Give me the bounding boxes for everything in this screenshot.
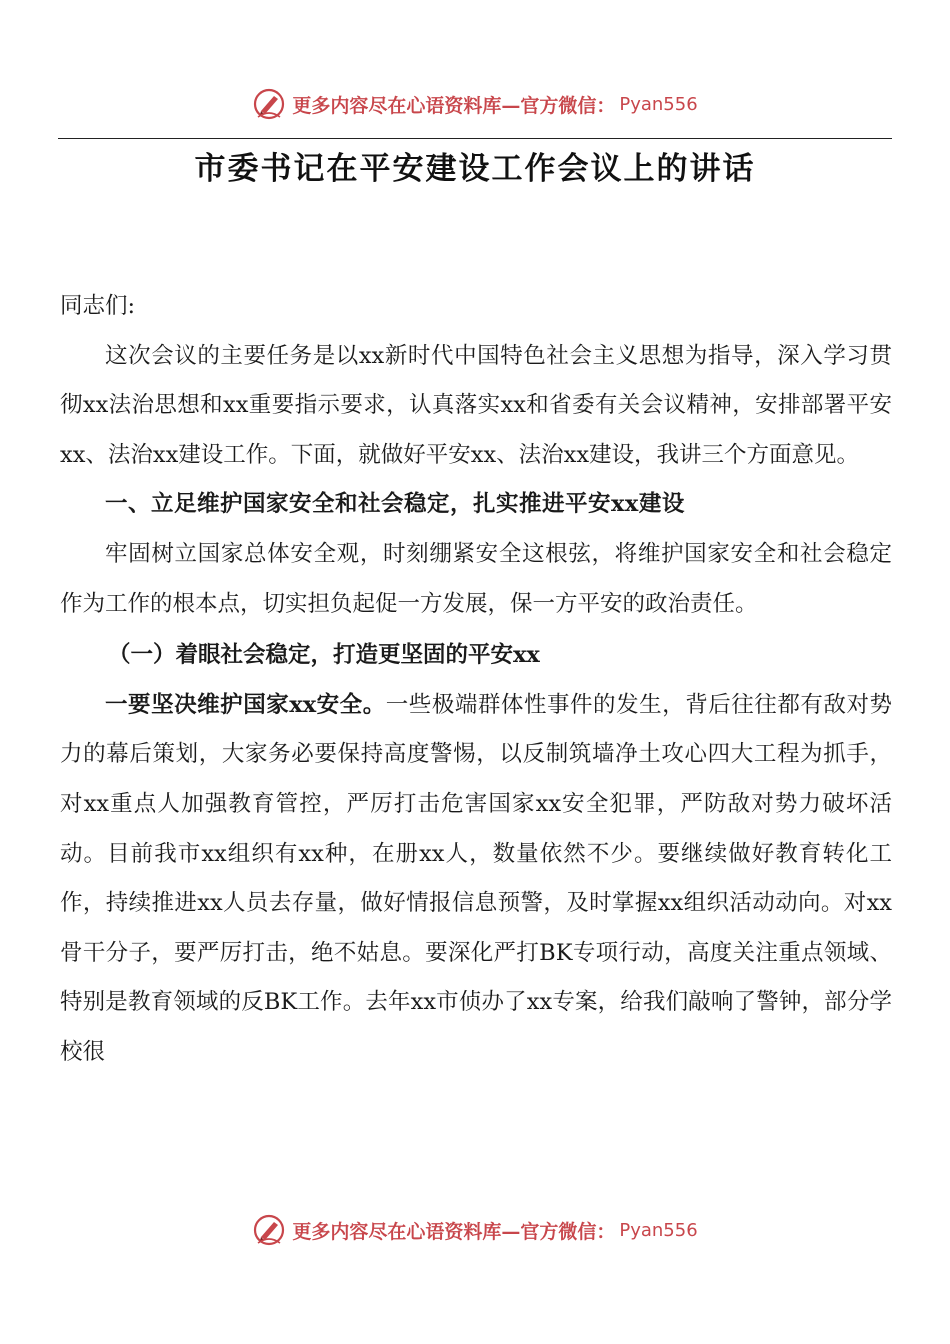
document-body (60, 282, 892, 1078)
pen-seal-icon (252, 1213, 286, 1247)
header-divider (58, 138, 892, 139)
watermark-text: 更多内容尽在心语资料库—官方微信： (292, 1220, 616, 1243)
page-title: 市委书记在平安建设工作会议上的讲话 (194, 151, 756, 187)
watermark-text: 更多内容尽在心语资料库—官方微信： (292, 94, 616, 117)
point-lead: 一要坚决维护国家xx安全。 (105, 691, 386, 718)
salutation: 同志们: (60, 293, 136, 319)
watermark-banner-bottom (0, 1210, 950, 1250)
point-paragraph (60, 681, 892, 1078)
subsection-heading: （一）着眼社会稳定，打造更坚固的平安xx (108, 642, 540, 669)
watermark-handle: Pyan556 (619, 93, 698, 115)
section-paragraph: 牢固树立国家总体安全观，时刻绷紧安全这根弦，将维护国家安全和社会稳定作为工作的根本点，切实担负起促一方发展，保一方平安的政治责任。 (60, 540, 892, 617)
watermark-banner-top (0, 84, 950, 124)
intro-paragraph: 这次会议的主要任务是以xx新时代中国特色社会主义思想为指导，深入学习贯彻xx法治思想和xx重要指示要求，认真落实xx和省委有关会议精神，安排部署平安xx、法治xx建设工作。下面，就做好平安xx、法治xx建设，我讲三个方面意见。 (60, 342, 892, 468)
section-heading: 一、立足维护国家安全和社会稳定，扎实推进平安xx建设 (105, 491, 685, 518)
point-body: 一些极端群体性事件的发生，背后往往都有敌对势力的幕后策划，大家务必要保持高度警惕，以反制筑墙净土攻心四大工程为抓手，对xx重点人加强教育管控，严厉打击危害国家xx安全犯罪，严防敌对势力破坏活动。目前我市xx组织有xx种，在册xx人，数量依然不少。要继续做好教育转化工作，持续推进xx人员去存量，做好情报信息预警，及时掌握xx组织活动动向。对xx骨干分子，要严厉打击，绝不姑息。要深化严打BK专项行动，高度关注重点领域、特别是教育领域的反BK工作。去年xx市侦办了xx专案，给我们敲响了警钟，部分学校很 (60, 691, 892, 1065)
watermark-handle: Pyan556 (619, 1219, 698, 1241)
pen-seal-icon (252, 87, 286, 121)
